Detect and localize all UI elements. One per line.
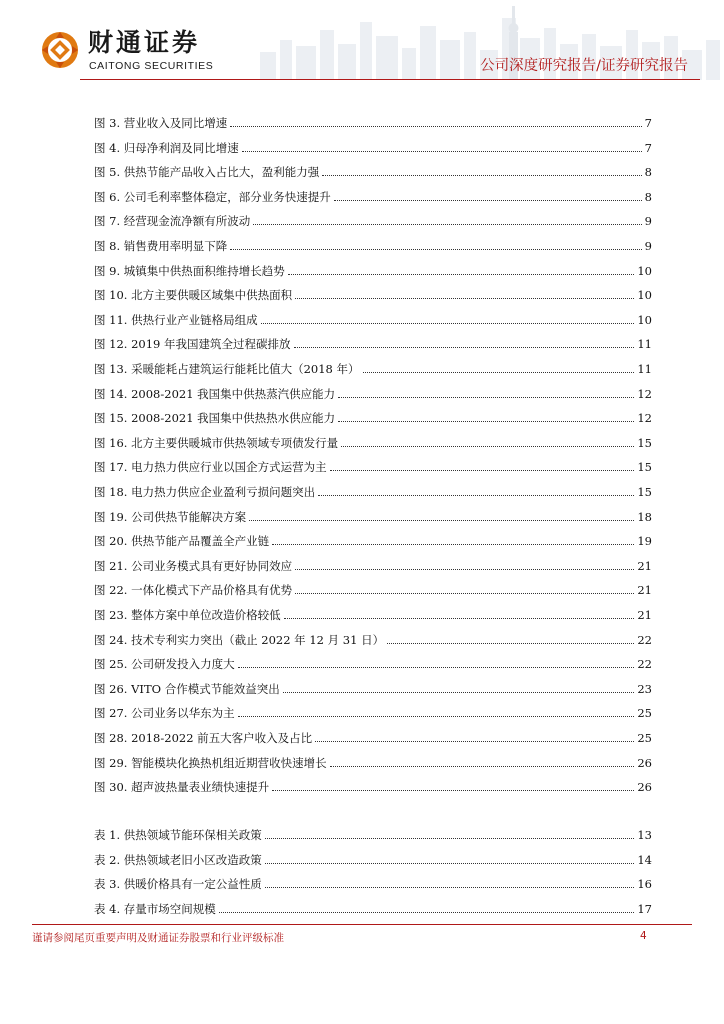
- toc-entry-page: 21: [637, 558, 652, 573]
- toc-entry-page: 10: [637, 263, 652, 278]
- toc-dot-leader: [253, 223, 641, 225]
- toc-figure-entry[interactable]: [94, 506, 652, 524]
- toc-entry-title: [94, 853, 262, 867]
- toc-entry-page: 26: [637, 755, 652, 770]
- toc-figure-entry[interactable]: [94, 629, 652, 647]
- toc-figure-entry[interactable]: [94, 284, 652, 302]
- toc-figure-entry[interactable]: [94, 555, 652, 573]
- toc-entry-text: 供热领域老旧小区改造政策: [123, 852, 262, 867]
- toc-entry-page: 13: [637, 828, 652, 842]
- toc-figure-entry[interactable]: [94, 161, 652, 179]
- toc-entry-title: [94, 633, 384, 647]
- toc-entry-title: [94, 264, 285, 278]
- toc-entry-text: 超声波热量表业绩快速提升: [131, 780, 270, 795]
- toc-entry-text: 销售费用率明显下降: [123, 239, 228, 253]
- brand-name-cn: 财通证券: [88, 28, 201, 57]
- toc-entry-label: 图 14.: [94, 386, 128, 401]
- toc-figure-entry[interactable]: [94, 186, 652, 204]
- toc-entry-title: [94, 387, 335, 401]
- toc-dot-leader: [330, 765, 635, 767]
- toc-dot-leader: [238, 666, 635, 668]
- toc-dot-leader: [261, 322, 635, 324]
- toc-table-entry[interactable]: [94, 824, 652, 842]
- toc-dot-leader: [363, 371, 635, 373]
- toc-entry-label: 图 18.: [94, 485, 128, 499]
- toc-entry-text: 经营现金流净额有所波动: [123, 214, 251, 229]
- toc-entry-title: [94, 214, 250, 228]
- toc-entry-title: [94, 877, 262, 891]
- toc-entry-page: 22: [637, 632, 652, 647]
- toc-entry-text: 一体化模式下产品价格具有优势: [131, 583, 293, 598]
- toc-entry-label: 图 28.: [94, 731, 128, 745]
- toc-entry-label: 图 13.: [94, 362, 128, 376]
- toc-figure-entry[interactable]: [94, 309, 652, 327]
- toc-figure-entry[interactable]: [94, 333, 652, 351]
- toc-entry-page: 17: [637, 901, 652, 916]
- toc-entry-page: 21: [637, 583, 652, 598]
- toc-figure-entry[interactable]: [94, 407, 652, 425]
- toc-entry-text: 采暖能耗占建筑运行能耗比值大（2018 年）: [131, 362, 360, 376]
- toc-entry-text: 智能模块化换热机组近期营收快速增长: [131, 755, 327, 770]
- toc-entry-page: 25: [637, 731, 652, 745]
- toc-table-entry[interactable]: [94, 873, 652, 891]
- toc-entry-title: [94, 583, 292, 597]
- toc-figure-entry[interactable]: [94, 432, 652, 450]
- toc-entry-label: 图 27.: [94, 706, 128, 721]
- toc-dot-leader: [265, 862, 635, 864]
- toc-entry-title: [94, 682, 280, 696]
- toc-figure-entry[interactable]: [94, 481, 652, 499]
- toc-entry-title: [94, 902, 216, 916]
- toc-dot-leader: [341, 445, 634, 447]
- toc-entry-text: 归母净利润及同比增速: [123, 140, 239, 155]
- toc-entry-text: 公司业务模式具有更好协同效应: [131, 558, 293, 573]
- toc-entry-page: 22: [637, 657, 652, 672]
- toc-entry-page: 15: [637, 460, 652, 475]
- toc-entry-label: 图 12.: [94, 337, 128, 352]
- toc-entry-text: 供热行业产业链格局组成: [131, 312, 258, 327]
- toc-entry-page: 25: [637, 706, 652, 721]
- toc-entry-label: 图 20.: [94, 534, 128, 549]
- toc-entry-text: 存量市场空间规模: [123, 901, 216, 916]
- toc-entry-title: [94, 116, 227, 130]
- toc-figure-entry[interactable]: [94, 137, 652, 155]
- toc-entry-title: [94, 165, 319, 179]
- page-header: [0, 0, 724, 80]
- toc-entry-title: [94, 731, 312, 745]
- toc-entry-label: 图 21.: [94, 558, 128, 573]
- toc-dot-leader: [283, 691, 635, 693]
- toc-dot-leader: [265, 837, 635, 839]
- toc-entry-text: 整体方案中单位改造价格较低: [131, 608, 281, 622]
- toc-entry-page: 12: [637, 411, 652, 426]
- toc-entry-text: 公司供热节能解决方案: [131, 509, 247, 524]
- toc-entry-label: 表 1.: [94, 828, 121, 842]
- toc-entry-text: VITO 合作模式节能效益突出: [131, 681, 280, 696]
- toc-entry-label: 表 2.: [94, 852, 121, 867]
- toc-entry-label: 图 17.: [94, 460, 128, 475]
- toc-dot-leader: [387, 642, 634, 644]
- toc-entry-label: 图 29.: [94, 755, 128, 770]
- toc-figure-entry[interactable]: [94, 752, 652, 770]
- toc-entry-label: 图 11.: [94, 312, 128, 327]
- toc-entry-title: [94, 141, 239, 155]
- toc-entry-label: 图 10.: [94, 288, 128, 303]
- toc-dot-leader: [338, 396, 634, 398]
- toc-figure-entry[interactable]: [94, 112, 652, 130]
- toc-entry-page: 12: [637, 386, 652, 401]
- toc-entry-label: 图 19.: [94, 509, 128, 524]
- toc-entry-page: 8: [644, 189, 652, 204]
- toc-figure-entry[interactable]: [94, 260, 652, 278]
- toc-entry-page: 26: [637, 780, 652, 795]
- toc-entry-label: 图 25.: [94, 657, 128, 672]
- toc-entry-label: 图 9.: [94, 263, 121, 278]
- toc-entry-text: 公司业务以华东为主: [131, 706, 235, 721]
- toc-entry-page: 11: [637, 337, 652, 352]
- toc-dot-leader: [265, 886, 635, 888]
- toc-entry-text: 北方主要供暖区域集中供热面积: [131, 288, 293, 303]
- page-number: 4: [640, 930, 647, 942]
- toc-entry-label: 图 15.: [94, 411, 128, 426]
- toc-dot-leader: [219, 911, 635, 913]
- toc-entry-label: 表 3.: [94, 877, 121, 892]
- toc-entry-label: 图 5.: [94, 165, 121, 180]
- toc-entry-title: [94, 485, 315, 499]
- toc-dot-leader: [242, 150, 642, 152]
- report-type-label: 公司深度研究报告/证券研究报告: [480, 58, 688, 74]
- toc-figure-entry[interactable]: [94, 604, 652, 622]
- toc-dot-leader: [295, 592, 634, 594]
- toc-entry-page: 10: [637, 312, 652, 327]
- toc-dot-leader: [334, 199, 642, 201]
- toc-entry-page: 16: [637, 877, 652, 892]
- toc-entry-text: 北方主要供暖城市供热领域专项债发行量: [131, 435, 339, 450]
- toc-entry-title: [94, 828, 262, 842]
- toc-entry-page: 18: [637, 509, 652, 524]
- toc-entry-text: 供热节能产品覆盖全产业链: [131, 534, 270, 549]
- toc-entry-label: 图 7.: [94, 214, 121, 229]
- toc-figure-entry[interactable]: [94, 530, 652, 548]
- toc-entry-label: 图 4.: [94, 140, 121, 155]
- toc-entry-page: 23: [637, 681, 652, 696]
- toc-figure-entry[interactable]: [94, 383, 652, 401]
- toc-entry-page: 15: [637, 435, 652, 450]
- toc-entry-title: [94, 190, 331, 204]
- toc-entry-text: 技术专利实力突出（截止 2022 年 12 月 31 日）: [131, 632, 385, 647]
- toc-dot-leader: [249, 519, 634, 521]
- toc-figure-entry[interactable]: [94, 456, 652, 474]
- toc-dot-leader: [295, 568, 634, 570]
- toc-figure-entry[interactable]: [94, 678, 652, 696]
- toc-figure-entry[interactable]: [94, 210, 652, 228]
- toc-dot-leader: [318, 494, 634, 496]
- toc-figure-entry[interactable]: [94, 702, 652, 720]
- toc-figure-entry[interactable]: [94, 358, 652, 376]
- toc-dot-leader: [338, 420, 634, 422]
- toc-dot-leader: [230, 125, 641, 127]
- toc-entry-title: [94, 534, 269, 548]
- toc-entry-label: 图 16.: [94, 435, 128, 450]
- toc-dot-leader: [288, 273, 635, 275]
- toc-entry-page: 10: [637, 288, 652, 303]
- toc-dot-leader: [315, 740, 634, 742]
- toc-entry-title: [94, 313, 258, 327]
- toc-entry-page: 21: [637, 608, 652, 622]
- toc-entry-title: [94, 559, 292, 573]
- header-divider: [80, 79, 700, 80]
- toc-entry-text: 电力热力供应行业以国企方式运营为主: [131, 460, 327, 475]
- footer-divider: [32, 924, 692, 925]
- toc-entry-label: 表 4.: [94, 901, 121, 916]
- toc-entry-label: 图 8.: [94, 239, 121, 253]
- toc-entry-page: 7: [644, 140, 652, 155]
- toc-entry-text: 2008-2021 我国集中供热热水供应能力: [131, 411, 336, 426]
- brand-name-en: CAITONG SECURITIES: [89, 60, 214, 72]
- toc-entry-label: 图 6.: [94, 189, 121, 204]
- toc-entry-title: [94, 436, 338, 450]
- toc-figure-entry[interactable]: [94, 579, 652, 597]
- toc-entry-title: [94, 362, 360, 376]
- toc-entry-label: 图 26.: [94, 681, 128, 696]
- toc-entry-page: 19: [637, 534, 652, 549]
- toc-entry-title: [94, 460, 327, 474]
- toc-entry-title: [94, 510, 246, 524]
- toc-dot-leader: [272, 543, 634, 545]
- toc-dot-leader: [294, 346, 635, 348]
- toc-entry-label: 图 22.: [94, 583, 128, 598]
- toc-entry-title: [94, 657, 235, 671]
- toc-entry-page: 8: [644, 165, 652, 180]
- toc-dot-leader: [330, 469, 635, 471]
- toc-entry-title: [94, 239, 227, 253]
- toc-entry-page: 14: [637, 852, 652, 867]
- toc-entry-title: [94, 288, 292, 302]
- toc-entry-text: 2008-2021 我国集中供热蒸汽供应能力: [131, 386, 336, 401]
- toc-entry-label: 图 24.: [94, 632, 128, 647]
- toc-entry-text: 2018-2022 前五大客户收入及占比: [131, 731, 313, 745]
- toc-entry-page: 11: [637, 362, 652, 376]
- toc-entry-text: 供热领域节能环保相关政策: [123, 828, 262, 842]
- toc-dot-leader: [272, 789, 634, 791]
- toc-figure-entry[interactable]: [94, 776, 652, 794]
- toc-dot-leader: [238, 715, 635, 717]
- toc-table-entry[interactable]: [94, 849, 652, 867]
- caitong-logo-icon: [40, 30, 80, 70]
- toc-figure-entry[interactable]: [94, 235, 652, 253]
- toc-table-entry[interactable]: [94, 898, 652, 916]
- toc-entry-text: 供暖价格具有一定公益性质: [123, 877, 262, 892]
- toc-entry-page: 9: [644, 239, 652, 253]
- toc-figure-entry[interactable]: [94, 653, 652, 671]
- toc-entry-page: 15: [637, 485, 652, 499]
- toc-entry-text: 2019 年我国建筑全过程碳排放: [131, 337, 291, 352]
- toc-dot-leader: [284, 617, 635, 619]
- toc-figure-entry[interactable]: [94, 727, 652, 745]
- toc-entry-text: 电力热力供应企业盈利亏损问题突出: [131, 485, 316, 499]
- toc-entry-text: 城镇集中供热面积维持增长趋势: [123, 263, 285, 278]
- toc-entry-title: [94, 756, 327, 770]
- toc-entry-text: 公司毛利率整体稳定，部分业务快速提升: [123, 189, 331, 204]
- toc-entry-page: 9: [644, 214, 652, 229]
- toc-dot-leader: [322, 174, 641, 176]
- footer-disclaimer: 谨请参阅尾页重要声明及财通证券股票和行业评级标准: [32, 932, 284, 944]
- toc-entry-title: [94, 411, 335, 425]
- toc-entry-label: 图 23.: [94, 608, 128, 622]
- toc-entry-title: [94, 706, 235, 720]
- toc-entry-title: [94, 780, 269, 794]
- toc-entry-title: [94, 608, 281, 622]
- toc-entry-text: 营业收入及同比增速: [123, 116, 228, 130]
- toc-dot-leader: [295, 297, 634, 299]
- toc-entry-label: 图 3.: [94, 116, 121, 130]
- toc-entry-page: 7: [644, 116, 652, 130]
- toc-dot-leader: [230, 248, 641, 250]
- toc-entry-text: 供热节能产品收入占比大，盈利能力强: [123, 165, 320, 180]
- toc-entry-title: [94, 337, 291, 351]
- toc-entry-text: 公司研发投入力度大: [131, 657, 235, 672]
- toc-entry-label: 图 30.: [94, 780, 128, 795]
